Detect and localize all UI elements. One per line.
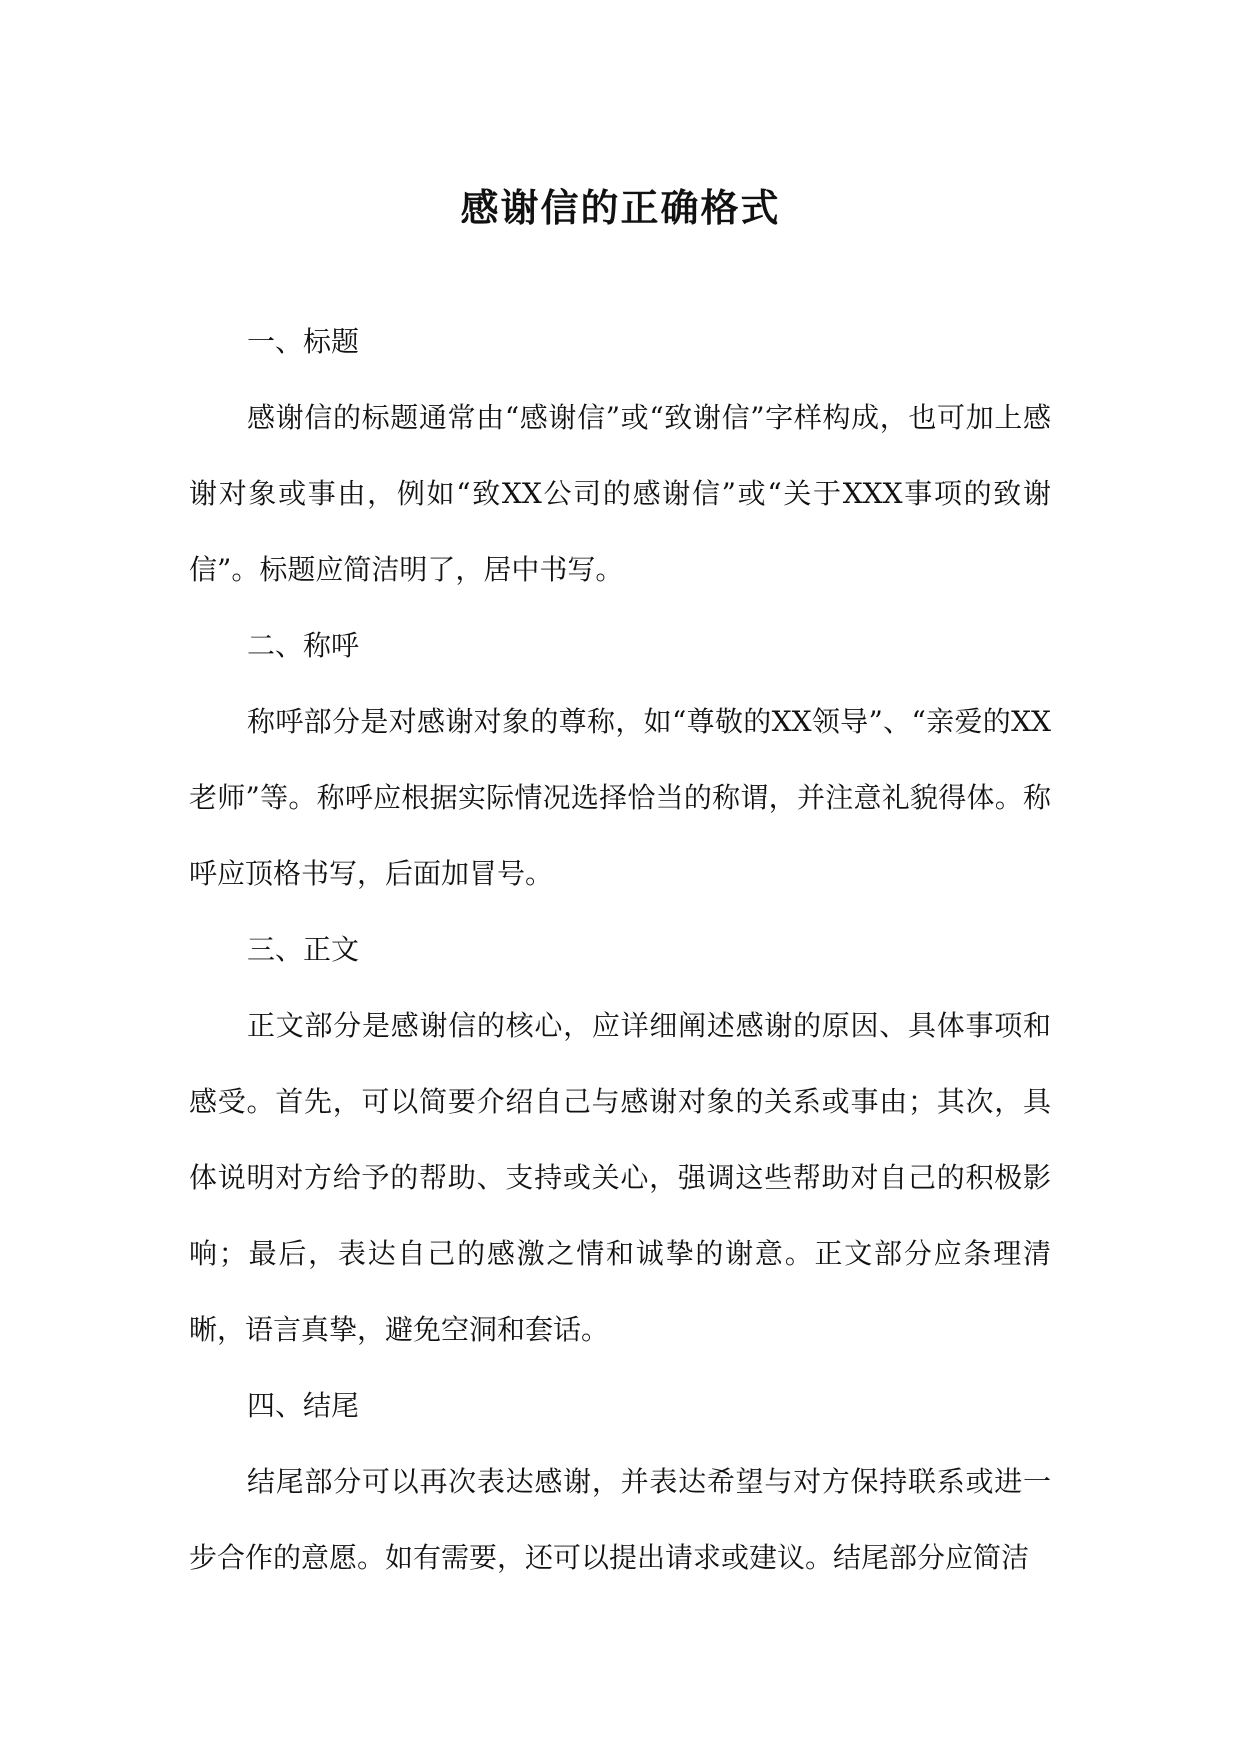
section-paragraph-closing: 结尾部分可以再次表达感谢，并表达希望与对方保持联系或进一步合作的意愿。如有需要，还可以提出请求或建议。结尾部分应简洁 — [189, 1465, 1051, 1574]
section-heading-closing: 四、结尾 — [247, 1389, 360, 1422]
section-paragraph-body: 正文部分是感谢信的核心，应详细阐述感谢的原因、具体事项和感受。首先，可以简要介绍自己与感谢对象的关系或事由；其次，具体说明对方给予的帮助、支持或关心，强调这些帮助对自己的积极影响；最后，表达自己的感激之情和诚挚的谢意。正文部分应条理清晰，语言真挚，避免空洞和套话。 — [189, 1009, 1051, 1346]
section-heading-title: 一、标题 — [247, 325, 360, 358]
document-title: 感谢信的正确格式 — [460, 185, 781, 230]
section-paragraph-salutation: 称呼部分是对感谢对象的尊称，如“尊敬的XX领导”、“亲爱的XX老师”等。称呼应根据实际情况选择恰当的称谓，并注意礼貌得体。称呼应顶格书写，后面加冒号。 — [189, 705, 1051, 890]
section-heading-salutation: 二、称呼 — [247, 629, 360, 662]
section-paragraph-title: 感谢信的标题通常由“感谢信”或“致谢信”字样构成，也可加上感谢对象或事由，例如“致XX公司的感谢信”或“关于XXX事项的致谢信”。标题应简洁明了，居中书写。 — [189, 401, 1051, 586]
document-body — [189, 304, 1051, 1596]
section-heading-body: 三、正文 — [247, 933, 360, 966]
